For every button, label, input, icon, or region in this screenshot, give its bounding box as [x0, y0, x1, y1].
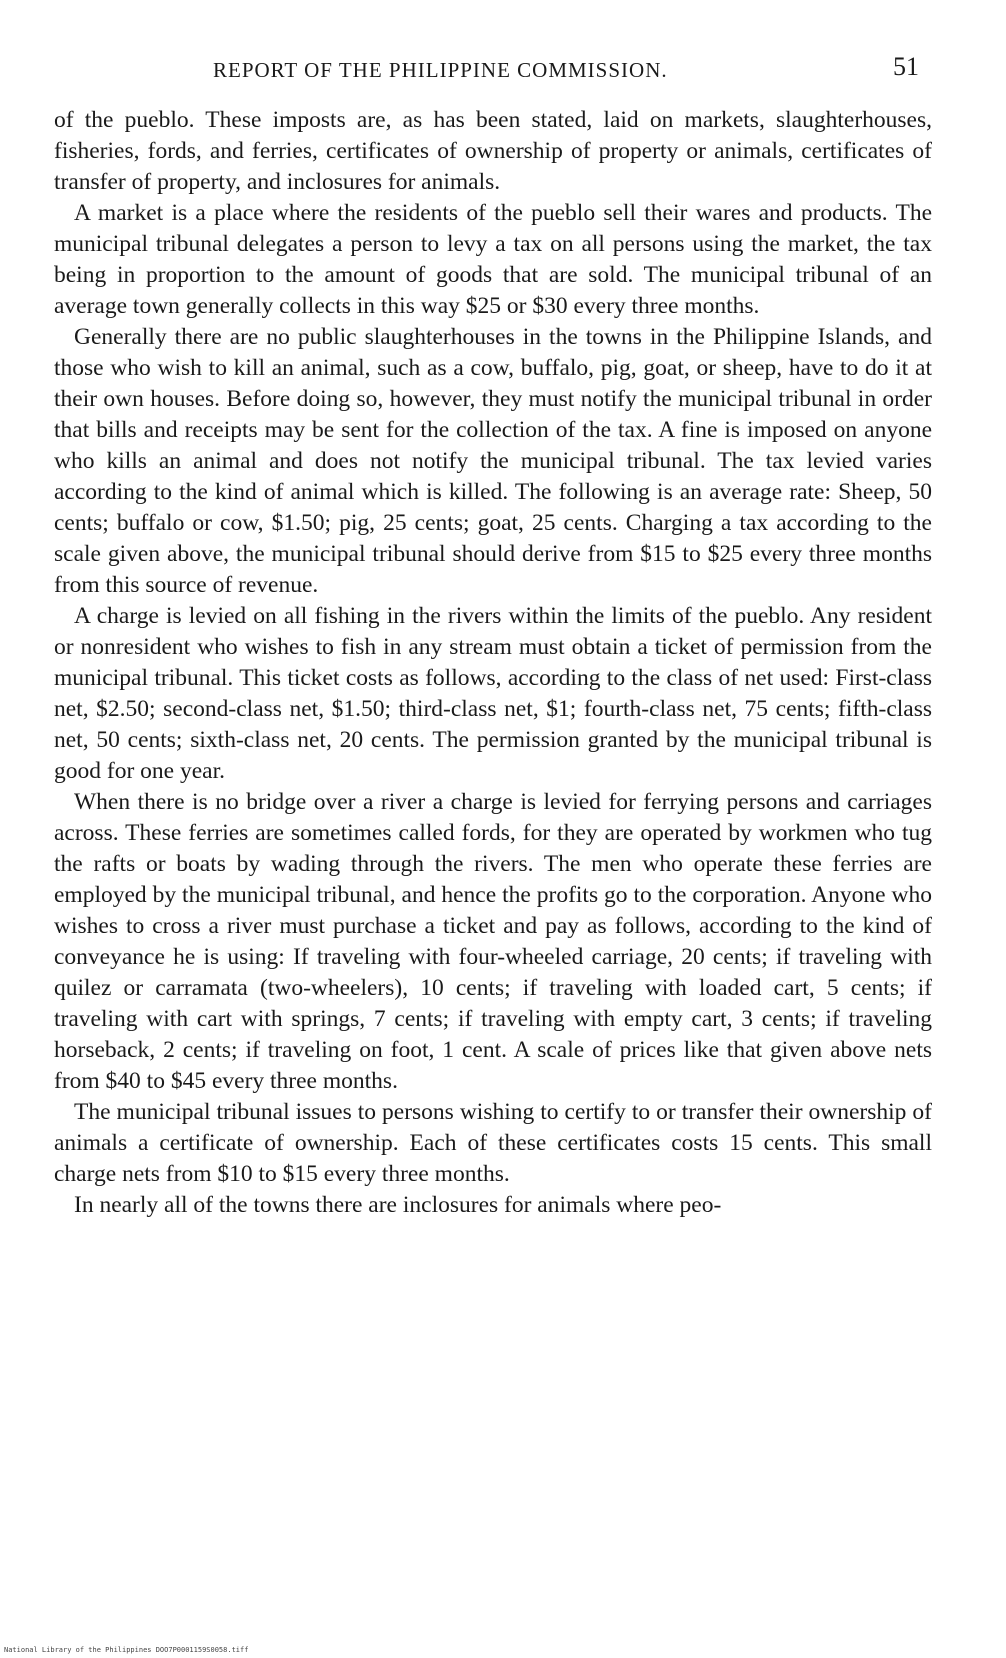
- running-title: REPORT OF THE PHILIPPINE COMMISSION.: [213, 58, 668, 82]
- scan-footer-note: National Library of the Philippines DOO7P0001159S0058.tiff: [4, 1646, 249, 1654]
- running-header: [0, 52, 1006, 86]
- paragraph-certificates: The municipal tribunal issues to persons wishing to certify to or transfer their ownership of animals a certificate of ownership. Each of these certificates costs 15 cents. This small charge nets from $10 to $15 every three months.: [54, 1099, 932, 1187]
- page-number: 51: [893, 52, 919, 81]
- paragraph-ferries: When there is no bridge over a river a charge is levied for ferrying persons and carriages across. These ferries are sometimes called fords, for they are operated by workmen who tug the rafts or boats by wading through the rivers. The men who operate these ferries are employed by the municipal tribunal, and hence the profits go to the corporation. Anyone who wishes to cross a river must purchase a ticket and pay as follows, according to the kind of conveyance he is using: If traveling with four-wheeled carriage, 20 cents; if traveling with quilez or carramata (two-wheelers), 10 cents; if traveling with loaded cart, 5 cents; if traveling with cart with springs, 7 cents; if traveling with empty cart, 3 cents; if traveling horseback, 2 cents; if traveling on foot, 1 cent. A scale of prices like that given above nets from $40 to $45 every three months.: [54, 789, 932, 1094]
- paragraph-fishing: A charge is levied on all fishing in the rivers within the limits of the pueblo. Any resident or nonresident who wishes to fish in any stream must obtain a ticket of permission from the municipal tribunal. This ticket costs as follows, according to the class of net used: First-class net, $2.50; second-class net, $1.50; third-class net, $1; fourth-class net, 75 cents; fifth-class net, 50 cents; sixth-class net, 20 cents. The permission granted by the municipal tribunal is good for one year.: [54, 603, 932, 784]
- body-text: [54, 105, 932, 1221]
- paragraph-markets: A market is a place where the residents of the pueblo sell their wares and products. The municipal tribunal delegates a person to levy a tax on all persons using the market, the tax being in proportion to the amount of goods that are sold. The municipal tribunal of an average town generally collects in this way $25 or $30 every three months.: [54, 200, 932, 319]
- paragraph-inclosures: In nearly all of the towns there are inclosures for animals where peo-: [74, 1192, 722, 1218]
- paragraph-imposts: of the pueblo. These imposts are, as has been stated, laid on markets, slaughterhouses, fisheries, fords, and ferries, certificates of ownership of property or animals, certificates of transfer of property, and inclosures for animals.: [54, 107, 932, 195]
- paragraph-slaughterhouses: Generally there are no public slaughterhouses in the towns in the Philippine Islands, and those who wish to kill an animal, such as a cow, buffalo, pig, goat, or sheep, have to do it at their own houses. Before doing so, however, they must notify the municipal tribunal in order that bills and receipts may be sent for the collection of the tax. A fine is imposed on anyone who kills an animal and does not notify the municipal tribunal. The tax levied varies according to the kind of animal which is killed. The following is an average rate: Sheep, 50 cents; buffalo or cow, $1.50; pig, 25 cents; goat, 25 cents. Charging a tax according to the scale given above, the municipal tribunal should derive from $15 to $25 every three months from this source of revenue.: [54, 324, 932, 598]
